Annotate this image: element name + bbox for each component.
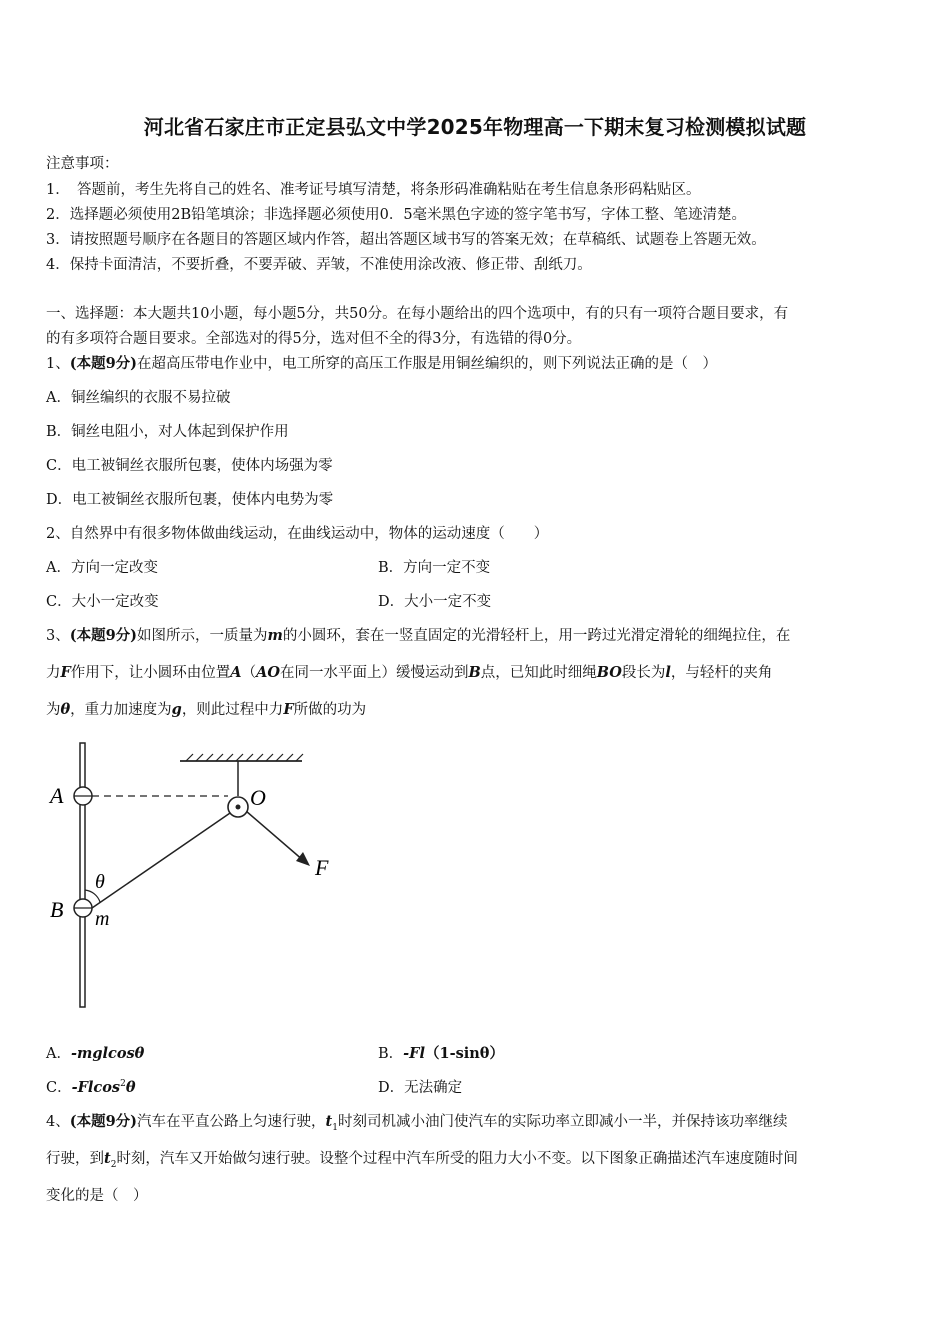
question-3-option-d: D．无法确定 xyxy=(378,1080,463,1096)
question-2-option-a: A．方向一定改变 xyxy=(46,560,158,576)
question-1-stem: 1、(本题9分)在超高压带电作业中，电工所穿的高压工作服是用铜丝编织的，则下列说法正确的是（ ） xyxy=(46,355,718,372)
question-2-stem: 2、自然界中有很多物体做曲线运动，在曲线运动中，物体的运动速度（ ） xyxy=(46,526,549,542)
notice-heading: 注意事项： xyxy=(46,156,119,172)
vertical-rod xyxy=(80,743,85,1007)
question-3-option-a: A．-mglcosθ xyxy=(46,1045,145,1062)
question-4-line1: 4、(本题9分)汽车在平直公路上匀速行驶，$t_1$时刻司机减小油门使汽车的实际功率立即减小一半，并保持该功率继续 xyxy=(46,1113,788,1133)
label-f: F xyxy=(315,855,329,880)
force-arrow-head xyxy=(296,852,310,866)
question-3-line2: 力F作用下，让小圆环由位置A（AO在同一水平面上）缓慢运动到B点，已知此时细绳BO段长为l，与轻杆的夹角 xyxy=(46,664,773,681)
section-intro-line2: 的有多项符合题目要求。全部选对的得5分，选对但不全的得3分，有选错的得0分。 xyxy=(46,331,582,347)
label-a: A xyxy=(50,783,64,808)
section-intro-line1: 一、选择题：本大题共10小题，每小题5分，共50分。在每小题给出的四个选项中，有的只有一项符合题目要求，有 xyxy=(46,306,789,322)
question-3-figure xyxy=(40,735,350,1015)
label-o: O xyxy=(250,785,266,810)
question-3-line1: 3、(本题9分)如图所示，一质量为m的小圆环，套在一竖直固定的光滑轻杆上，用一跨过光滑定滑轮的细绳拉住，在 xyxy=(46,627,791,644)
label-m: m xyxy=(95,908,110,930)
question-1-option-b: B．铜丝电阻小，对人体起到保护作用 xyxy=(46,424,289,440)
question-1-option-a: A．铜丝编织的衣服不易拉破 xyxy=(46,390,231,406)
question-3-option-c: C．-Flcos$^2$θ xyxy=(46,1079,136,1096)
notice-item-4: 4．保持卡面清洁，不要折叠，不要弄破、弄皱，不准使用涂改液、修正带、刮纸刀。 xyxy=(46,257,592,273)
question-4-line3: 变化的是（ ） xyxy=(46,1188,148,1204)
label-theta: θ xyxy=(95,871,105,893)
question-3-option-b: B．-Fl（1-sinθ） xyxy=(378,1045,504,1062)
notice-item-2: 2．选择题必须使用2B铅笔填涂；非选择题必须使用0．5毫米黑色字迹的签字笔书写，字体工整、笔迹清楚。 xyxy=(46,207,747,223)
question-4-line2: 行驶，到$t_2$时刻，汽车又开始做匀速行驶。设整个过程中汽车所受的阻力大小不变。以下图象正确描述汽车速度随时间 xyxy=(46,1150,798,1170)
question-1-option-d: D．电工被铜丝衣服所包裹，使体内电势为零 xyxy=(46,492,334,508)
rope-of xyxy=(246,811,304,861)
notice-item-1: 1． 答题前，考生先将自己的姓名、准考证号填写清楚，将条形码准确粘贴在考生信息条形码粘贴区。 xyxy=(46,182,701,198)
question-2-option-c: C．大小一定改变 xyxy=(46,594,159,610)
label-b: B xyxy=(50,897,64,922)
question-1-option-c: C．电工被铜丝衣服所包裹，使体内场强为零 xyxy=(46,458,333,474)
page-title: 河北省石家庄市正定县弘文中学2025年物理高一下期末复习检测模拟试题 xyxy=(143,115,807,139)
rope-bo xyxy=(92,811,233,908)
question-3-line3: 为θ，重力加速度为g，则此过程中力F所做的功为 xyxy=(46,701,367,718)
question-2-option-b: B．方向一定不变 xyxy=(378,560,491,576)
notice-item-3: 3．请按照题号顺序在各题目的答题区域内作答，超出答题区域书写的答案无效；在草稿纸、试题卷上答题无效。 xyxy=(46,232,766,248)
ceiling-hatch xyxy=(186,754,303,761)
question-2-option-d: D．大小一定不变 xyxy=(378,594,492,610)
